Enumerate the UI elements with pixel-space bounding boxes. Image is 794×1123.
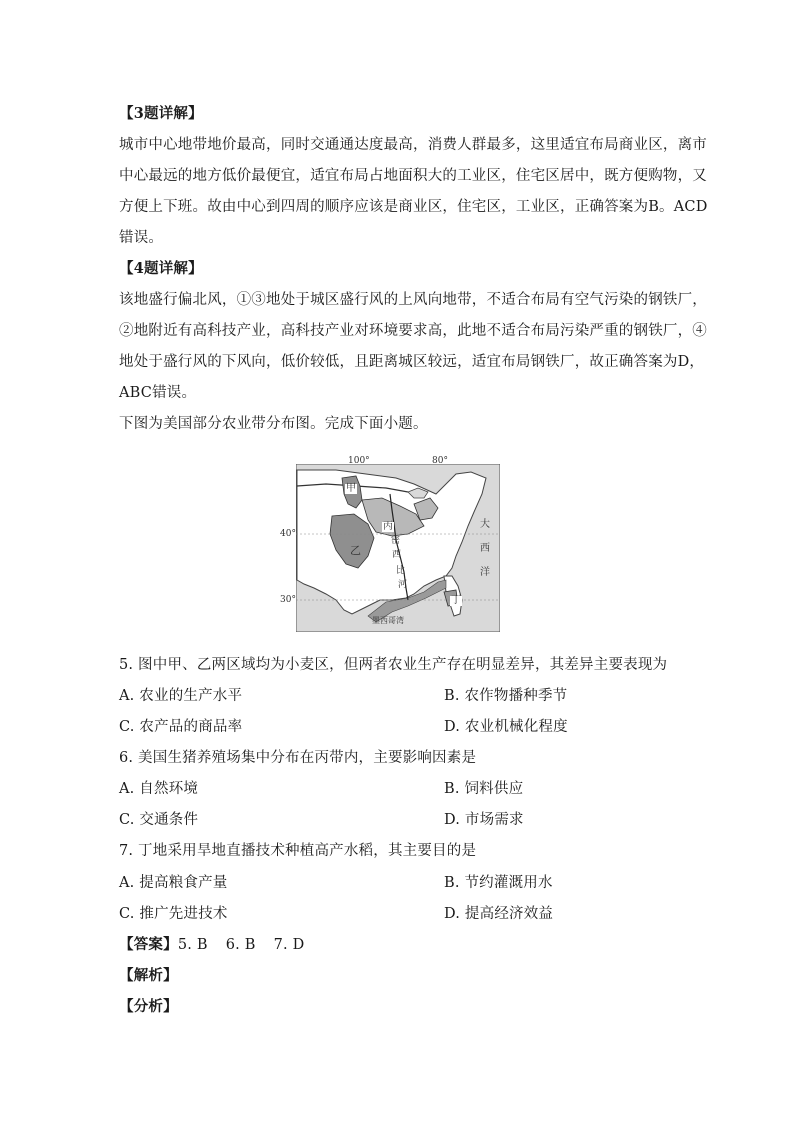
region-ding-label: 丁 <box>451 595 461 606</box>
intro-text: 下图为美国部分农业带分布图。完成下面小题。 <box>119 416 428 432</box>
ocean-label-2: 西 <box>480 543 490 554</box>
lon-100-label: 100° <box>348 456 370 466</box>
question-6-option-c: C. 交通条件 <box>119 812 199 828</box>
fenxi-heading: 【分析】 <box>119 998 178 1015</box>
section4-line-4: ABC错误。 <box>119 385 197 401</box>
section3-line-4: 错误。 <box>119 230 164 246</box>
question-6-option-d: D. 市场需求 <box>444 812 524 828</box>
gulf-label: 墨西哥湾 <box>372 616 404 625</box>
answer-item-7: 7. D <box>273 937 305 953</box>
answer-label: 【答案】 <box>119 936 178 953</box>
answer-item-5: 5. B <box>177 937 208 953</box>
question-6-option-a: A. 自然环境 <box>119 781 199 797</box>
section3-line-3: 方便上下班。故由中心到四周的顺序应该是商业区，住宅区，工业区，正确答案为B。ACD <box>119 199 708 215</box>
question-6-stem: 6. 美国生猪养殖场集中分布在丙带内，主要影响因素是 <box>119 750 477 766</box>
river-label-4: 河 <box>398 580 408 590</box>
question-5-option-d: D. 农业机械化程度 <box>444 719 568 735</box>
answer-line <box>119 935 323 955</box>
region-bing-label: 丙 <box>383 521 393 532</box>
us-agriculture-map <box>280 456 500 632</box>
region-yi-label: 乙 <box>350 544 361 557</box>
section3-line-1: 城市中心地带地价最高，同时交通通达度最高，消费人群最多，这里适宜布局商业区，离市 <box>119 137 707 153</box>
ocean-label-1: 大 <box>480 519 490 530</box>
question-6-option-b: B. 饲料供应 <box>444 781 524 797</box>
question-5-option-a: A. 农业的生产水平 <box>119 688 243 704</box>
question-7-option-a: A. 提高粮食产量 <box>119 875 228 891</box>
question-5-option-c: C. 农产品的商品率 <box>119 719 243 735</box>
lat-40-label: 40° <box>280 529 296 539</box>
analysis-heading: 【解析】 <box>119 967 178 984</box>
river-label-2: 西 <box>392 550 402 560</box>
section3-line-2: 中心最远的地方低价最便宜，适宜布局占地面积大的工业区，住宅区居中，既方便购物，又 <box>119 168 707 184</box>
section4-line-2: ②地附近有高科技产业，高科技产业对环境要求高，此地不适合布局污染严重的钢铁厂，④ <box>119 323 707 339</box>
river-label-3: 比 <box>396 566 406 576</box>
question-7-option-d: D. 提高经济效益 <box>444 906 554 922</box>
section3-heading: 【3题详解】 <box>119 105 203 122</box>
map-svg <box>296 464 500 632</box>
question-5-stem: 5. 图中甲、乙两区域均为小麦区，但两者农业生产存在明显差异，其差异主要表现为 <box>119 657 668 673</box>
section4-heading: 【4题详解】 <box>119 260 203 277</box>
question-7-stem: 7. 丁地采用旱地直播技术种植高产水稻，其主要目的是 <box>119 843 477 859</box>
section4-line-3: 地处于盛行风的下风向，低价较低，且距离城区较远，适宜布局钢铁厂，故正确答案为D， <box>119 354 705 370</box>
question-7-option-c: C. 推广先进技术 <box>119 906 228 922</box>
lon-80-label: 80° <box>432 456 448 466</box>
river-label-1: 密 <box>391 536 401 546</box>
answer-item-6: 6. B <box>225 937 256 953</box>
region-jia-label: 甲 <box>346 483 356 494</box>
lat-30-label: 30° <box>280 595 296 605</box>
question-7-option-b: B. 节约灌溉用水 <box>444 875 553 891</box>
question-5-option-b: B. 农作物播种季节 <box>444 688 568 704</box>
section4-line-1: 该地盛行偏北风，①③地处于城区盛行风的上风向地带，不适合布局有空气污染的钢铁厂， <box>119 292 707 308</box>
ocean-label-3: 洋 <box>480 567 490 578</box>
